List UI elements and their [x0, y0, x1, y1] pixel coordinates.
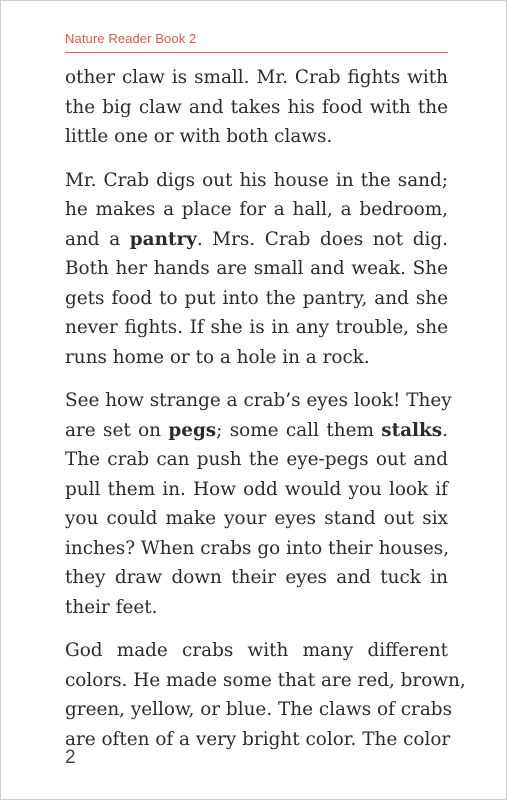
text-fragment: are set on: [65, 419, 162, 441]
bold-term-pantry: pantry: [129, 228, 197, 250]
text-line: inches? When crabs go into their houses,: [65, 537, 450, 559]
text-line: you could make your eyes stand out six: [65, 508, 448, 529]
text-fragment: . Mrs. Crab does not dig.: [196, 228, 448, 250]
page-number: 2: [65, 747, 76, 768]
text-line: God made crabs with many different: [65, 640, 448, 661]
paragraph-2: [65, 166, 448, 373]
text-line: they draw down their eyes and tuck in: [65, 567, 448, 588]
text-line: colors. He made some that are red, brown,: [65, 669, 466, 691]
text-line: gets food to put into the pantry, and she: [65, 287, 448, 309]
text-line-with-bold: [65, 225, 448, 255]
text-line: their feet.: [65, 596, 158, 618]
page-body: [65, 63, 466, 768]
text-line: Mr. Crab digs out his house in the sand;: [65, 169, 448, 191]
text-fragment: and a: [65, 228, 121, 250]
text-line: never fights. If she is in any trouble, she: [65, 317, 448, 338]
bold-term-stalks: stalks: [381, 419, 443, 441]
text-line: See how strange a crab’s eyes look! They: [65, 390, 452, 411]
text-fragment: .: [442, 419, 448, 441]
text-fragment: ; some call them: [216, 419, 374, 441]
running-header: Nature Reader Book 2: [65, 31, 448, 53]
text-line: the big claw and takes his food with the: [65, 96, 448, 118]
paragraph-1: [65, 63, 448, 152]
text-line: Both her hands are small and weak. She: [65, 258, 448, 279]
text-line-with-bold: [65, 416, 448, 446]
text-line: The crab can push the eye-pegs out and: [65, 449, 448, 470]
text-line: pull them in. How odd would you look if: [65, 478, 448, 500]
paragraph-3: [65, 386, 452, 622]
paragraph-4: [65, 636, 466, 754]
text-line: are often of a very bright color. The color: [65, 728, 451, 750]
bold-term-pegs: pegs: [168, 419, 217, 441]
text-line: other claw is small. Mr. Crab fights with: [65, 67, 448, 88]
text-line: runs home or to a hole in a rock.: [65, 346, 370, 368]
text-line: green, yellow, or blue. The claws of crabs: [65, 699, 453, 720]
text-line: he makes a place for a hall, a bedroom,: [65, 199, 448, 220]
text-line: little one or with both claws.: [65, 126, 333, 147]
